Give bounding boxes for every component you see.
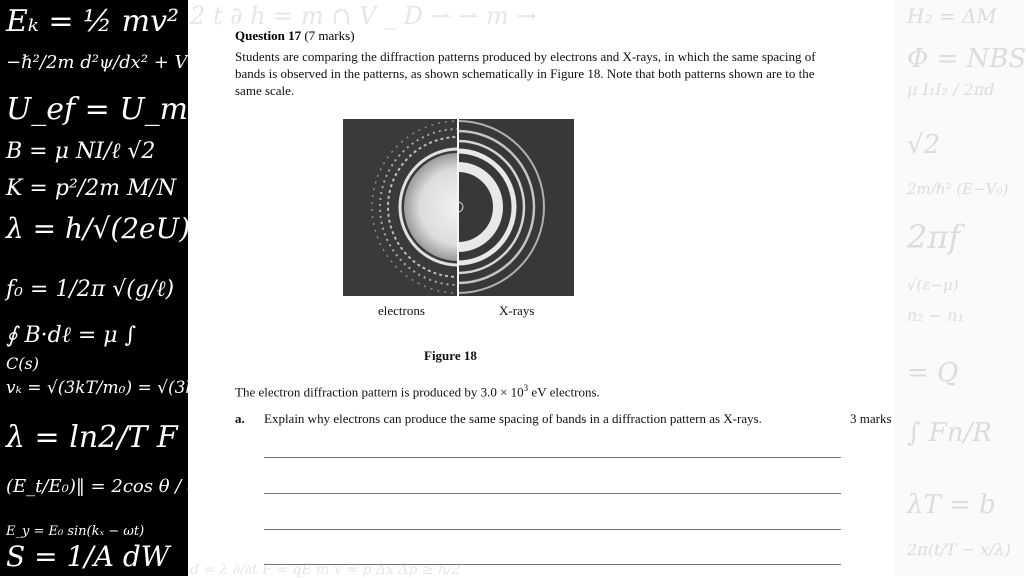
diffraction-figure [343, 119, 574, 296]
decorative-background-bottom: d = λ ∂/∂t F = qE m v = p Δx Δp ≥ ℏ/2 [190, 562, 461, 578]
decor-equation: ∮ B·dℓ = μ ∫ [6, 323, 137, 348]
decor-equation: λ = ln2/T F [6, 420, 178, 455]
question-title [235, 28, 355, 44]
decor-equation: 2m/ℏ² (E−V₀) [907, 180, 1009, 198]
decorative-background-top: 2 t ∂ h = m ∩ V _ D ⇀ ⇀ m → [190, 2, 537, 30]
answer-line[interactable] [264, 529, 841, 530]
decor-equation: U_ef = U_m [6, 92, 189, 127]
decor-equation: Eₖ = ½ mv² [6, 4, 180, 39]
answer-line[interactable] [264, 457, 841, 458]
decor-equation: Φ = NBS [907, 44, 1026, 74]
statement-suffix: eV electrons. [528, 384, 600, 400]
decor-equation: λ = h/√(2eU) [6, 212, 191, 245]
decorative-background-right [895, 0, 1024, 576]
part-a-letter: a. [235, 411, 245, 426]
decor-equation: √(ε−μ) [907, 276, 959, 294]
decor-equation: λT = b [907, 490, 996, 520]
decor-equation: f₀ = 1/2π √(g/ℓ) [6, 277, 175, 302]
part-a-question: Explain why electrons can produce the same spacing of bands in a diffraction pattern as X-rays. [264, 411, 762, 426]
decor-equation: √2 [907, 130, 941, 160]
figure-caption: Figure 18 [424, 348, 477, 363]
figure-label-electrons: electrons [378, 303, 425, 318]
question-marks: (7 marks) [304, 28, 355, 43]
decor-equation: (E_t/E₀)‖ = 2cos θ / cos θ [6, 476, 234, 497]
decor-equation: 2πf [907, 218, 961, 256]
decor-equation: −ℏ²/2m d²ψ/dx² + Vψ = Eψ [6, 52, 256, 73]
decor-equation: μ I₁I₂ / 2πd [907, 80, 995, 99]
decor-equation: n₂ − n₁ [907, 306, 965, 325]
decor-equation: B = μ NI/ℓ √2 [6, 139, 156, 164]
decor-equation: E_y = E₀ sin(kₓ − ωt) [6, 524, 145, 539]
figure-label-xrays: X-rays [499, 303, 535, 318]
part-a-marks: 3 marks [850, 411, 892, 426]
decor-equation: 2π(t/T − x/λ) [907, 540, 1011, 559]
statement-prefix: The electron diffraction pattern is produced by 3.0 × 10 [235, 384, 524, 400]
decor-equation: ∫ Fn/R [907, 418, 992, 448]
decor-equation: K = p²/2m M/N [6, 176, 177, 201]
decor-equation: vₖ = √(3kT/m₀) = √(3kTN/M) [6, 378, 252, 398]
decorative-equations-panel [0, 0, 256, 576]
diffraction-pattern-image [343, 119, 574, 296]
statement-exponent: 3 [523, 383, 529, 393]
answer-line[interactable] [264, 564, 841, 565]
electron-energy-statement [235, 383, 600, 400]
question-intro: Students are comparing the diffraction patterns produced by electrons and X-rays, in which the same spacing of bands is observed in the patterns, as shown schematically in Figure 18. Note that both patterns shown are to the same scale. [235, 49, 816, 98]
decor-equation: C(s) [6, 354, 39, 373]
answer-line[interactable] [264, 493, 841, 494]
decor-equation: H₂ = ΔM [907, 4, 997, 28]
question-number: Question 17 [235, 28, 302, 43]
decor-equation: S = 1/A dW [6, 540, 170, 573]
decor-equation: = Q [907, 358, 959, 388]
